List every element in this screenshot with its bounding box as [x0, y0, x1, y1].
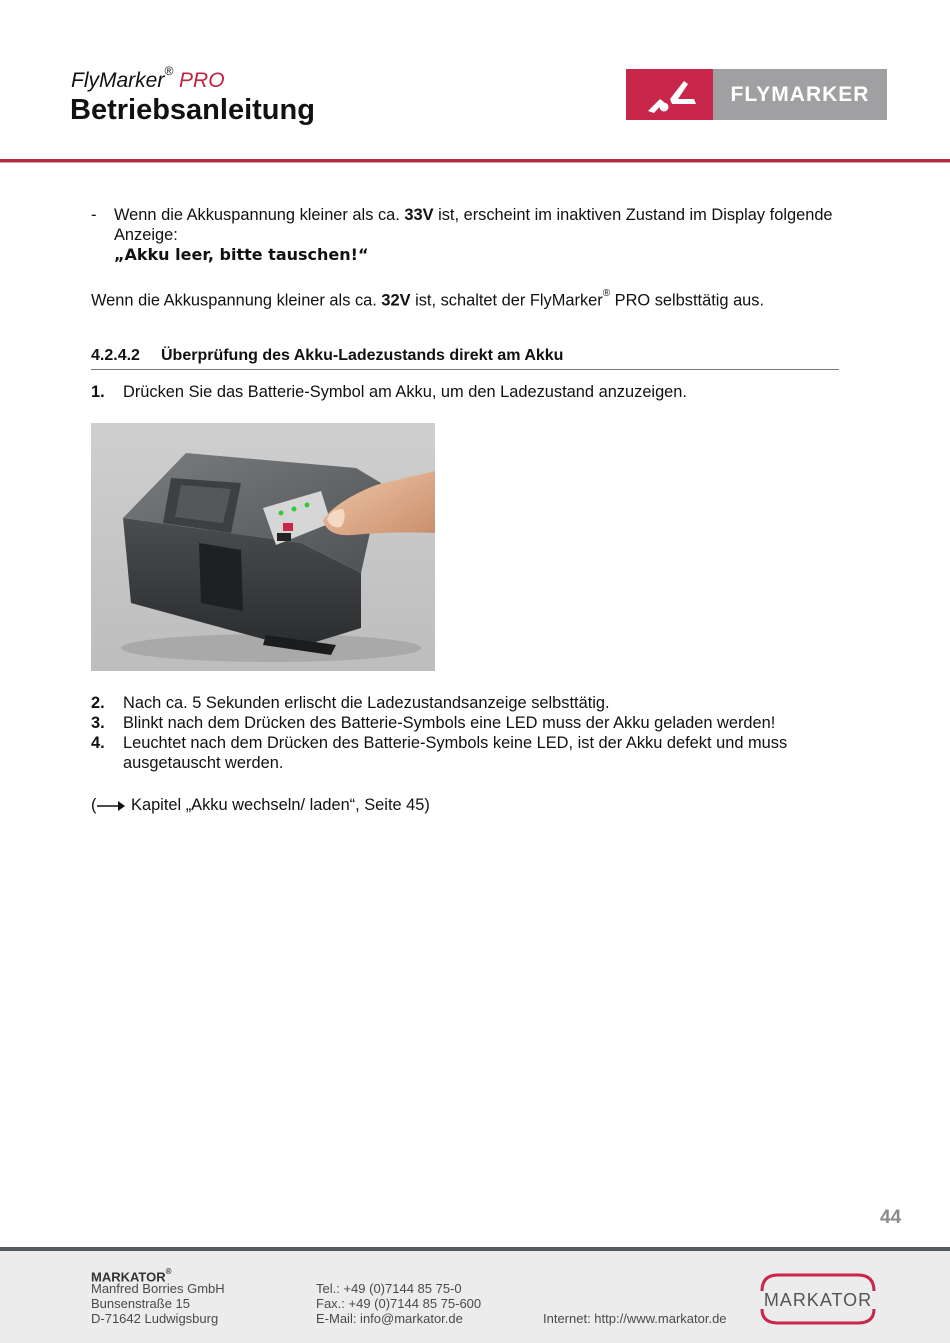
footer-internet[interactable]: Internet: http://www.markator.de — [543, 1311, 727, 1326]
step-item — [91, 733, 851, 773]
step-text: Nach ca. 5 Sekunden erlischt die Ladezustandsanzeige selbsttätig. — [123, 694, 610, 712]
logo-text: FLYMARKER — [730, 82, 870, 106]
footer-fax: Fax.: +49 (0)7144 85 75-600 — [316, 1296, 482, 1311]
flymarker-logo — [626, 69, 887, 120]
ref-open-paren: ( — [91, 796, 97, 814]
step-number: 3. — [91, 714, 105, 732]
para-post: PRO selbsttätig aus. — [610, 291, 765, 310]
footer-city: D-71642 Ludwigsburg — [91, 1311, 219, 1326]
para-registered-mark: ® — [602, 288, 611, 299]
product-name — [71, 64, 225, 93]
product-suffix: PRO — [179, 69, 225, 92]
arrow-right-icon — [96, 800, 126, 812]
footer-tel: Tel.: +49 (0)7144 85 75-0 — [316, 1281, 462, 1296]
step-text: Blinkt nach dem Drücken des Batterie-Symbols eine LED muss der Akku geladen werden! — [123, 714, 776, 732]
footer-company-line2: Manfred Borries GmbH — [91, 1281, 225, 1296]
step-item — [91, 382, 851, 402]
section-heading — [91, 347, 563, 365]
display-message: „Akku leer, bitte tauschen!“ — [114, 245, 369, 264]
section-divider — [91, 369, 839, 370]
markator-logo-text: MARKATOR — [763, 1290, 873, 1310]
battery-photo — [91, 423, 435, 671]
ref-text: Kapitel „Akku wechseln/ laden“, Seite 45) — [126, 796, 430, 814]
step-number: 2. — [91, 694, 105, 712]
para-pre: Wenn die Akkuspannung kleiner als ca. — [91, 291, 382, 310]
step-item — [91, 693, 851, 713]
bullet-text-post: ist, erscheint im inaktiven Zustand im Display folgende Anzeige: — [114, 206, 833, 244]
chapter-reference[interactable] — [91, 795, 430, 815]
page-number: 44 — [880, 1207, 902, 1228]
step-number: 1. — [91, 383, 105, 401]
flymarker-logo-word — [713, 69, 887, 120]
bullet-text-pre: Wenn die Akkuspannung kleiner als ca. — [114, 206, 405, 224]
para-mid: ist, schaltet der FlyMarker — [410, 291, 603, 310]
step-number: 4. — [91, 734, 105, 752]
flymarker-logo-mark — [626, 69, 713, 120]
step-text: Drücken Sie das Batterie-Symbol am Akku, um den Ladezustand anzuzeigen. — [123, 383, 687, 401]
company-name: MARKATOR — [91, 1269, 166, 1285]
section-number: 4.2.4.2 — [91, 347, 140, 364]
marker-figure-icon — [626, 69, 713, 120]
page-title: Betriebsanleitung — [70, 94, 315, 126]
product-name-text: FlyMarker — [71, 69, 165, 92]
bullet-text — [114, 205, 844, 245]
footer-street: Bunsenstraße 15 — [91, 1296, 191, 1311]
shutdown-paragraph — [91, 287, 851, 310]
company-registered-mark: ® — [165, 1267, 172, 1276]
voltage-32v: 32V — [381, 291, 411, 310]
voltage-33v: 33V — [404, 206, 434, 224]
registered-mark: ® — [164, 64, 174, 78]
step-text: Leuchtet nach dem Drücken des Batterie-Symbols keine LED, ist der Akku defekt und muss ausgetauscht werden. — [123, 734, 788, 772]
footer-email[interactable]: E-Mail: info@markator.de — [316, 1311, 463, 1326]
bullet-dash: - — [91, 206, 97, 224]
step-item — [91, 713, 851, 733]
markator-logo — [754, 1271, 882, 1327]
header-divider-shadow — [0, 162, 950, 163]
section-title: Überprüfung des Akku-Ladezustands direkt am Akku — [161, 347, 564, 364]
